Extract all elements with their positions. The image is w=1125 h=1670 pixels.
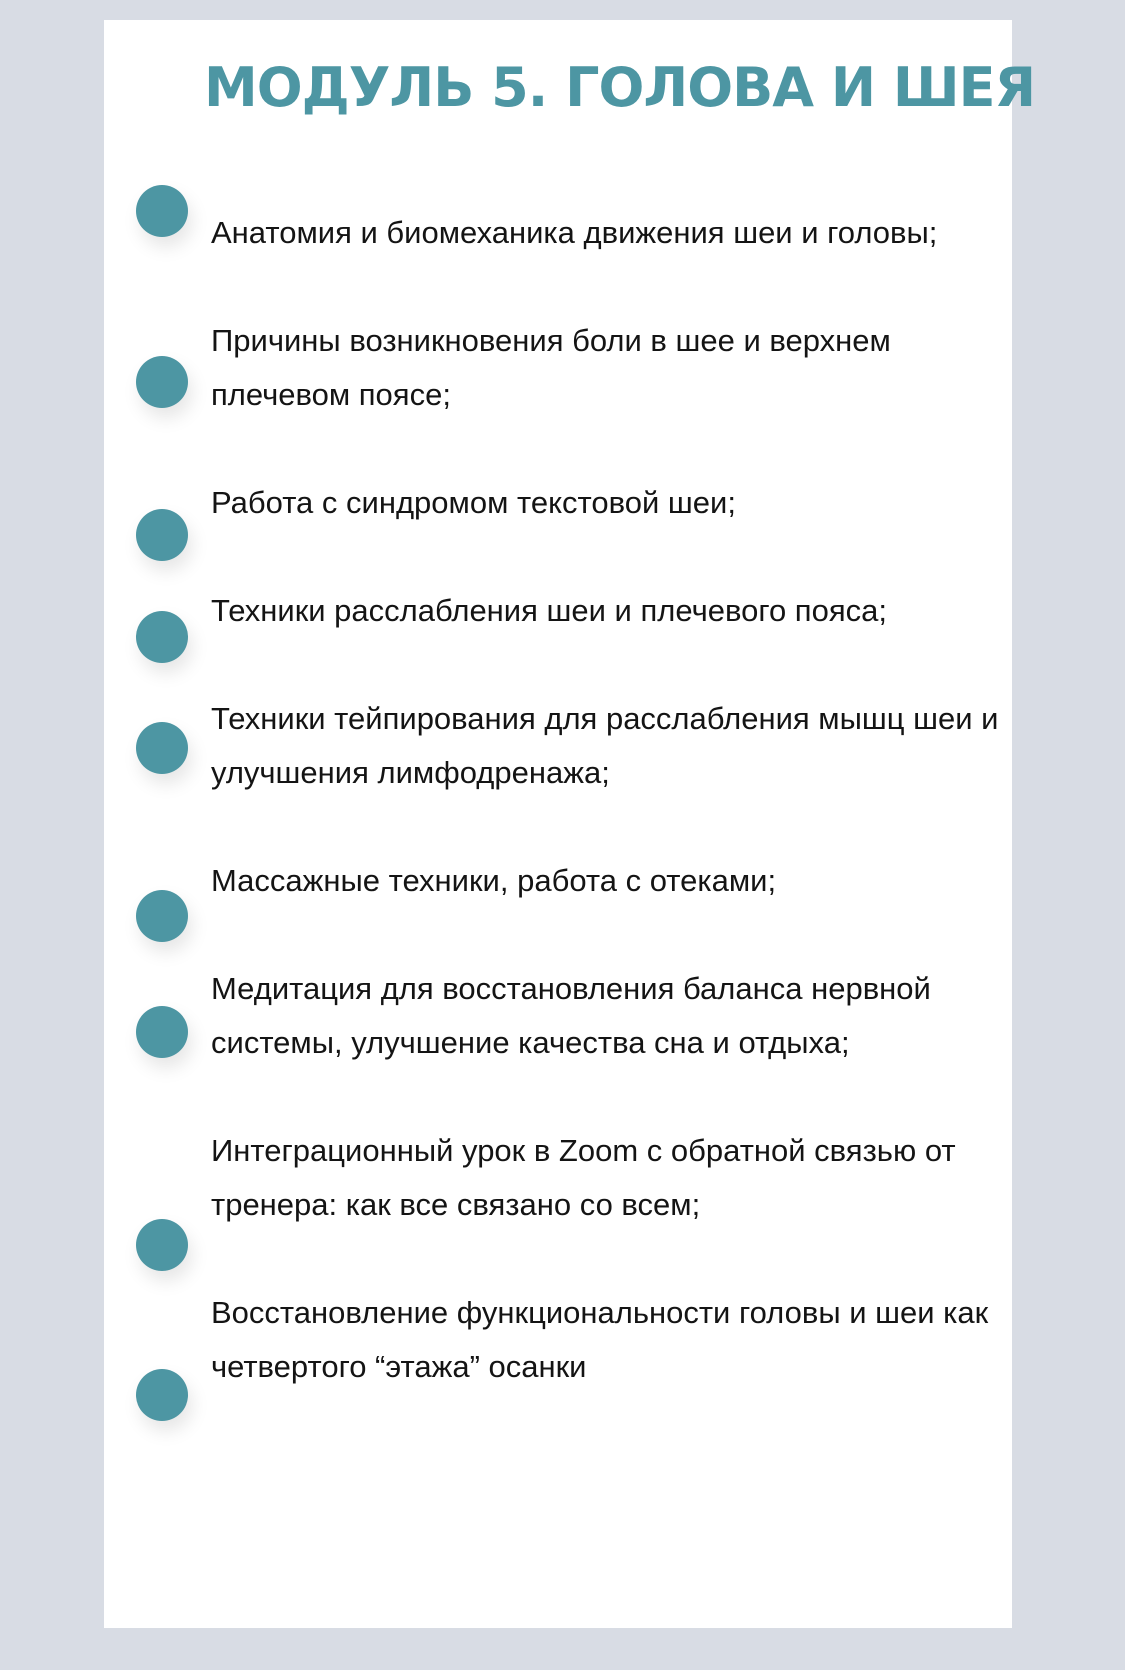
- list-item-text: Восстановление функциональности головы и шеи как четвертого “этажа” осанки: [211, 1295, 989, 1384]
- bullet-dot-icon: [136, 1219, 188, 1271]
- module-title: МОДУЛЬ 5. ГОЛОВА И ШЕЯ: [204, 56, 1036, 119]
- bullet-dot-icon: [136, 1369, 188, 1421]
- bullet-dot-icon: [136, 611, 188, 663]
- list-item-text: Техники расслабления шеи и плечевого пояса;: [211, 593, 887, 628]
- list-item-text: Массажные техники, работа с отеками;: [211, 863, 777, 898]
- list-item-text: Причины возникновения боли в шее и верхнем плечевом поясе;: [211, 323, 891, 412]
- bullet-dot-icon: [136, 356, 188, 408]
- bullet-dot-icon: [136, 509, 188, 561]
- list-item-text: Техники тейпирования для расслабления мышц шеи и улучшения лимфодренажа;: [211, 701, 999, 790]
- bullet-dot-icon: [136, 185, 188, 237]
- list-item-text: Анатомия и биомеханика движения шеи и головы;: [211, 215, 938, 250]
- module-card: [104, 20, 1036, 1628]
- bullet-dot-icon: [136, 890, 188, 942]
- bullet-dot-icon: [136, 722, 188, 774]
- bullet-dot-icon: [136, 1006, 188, 1058]
- list-item-text: Интеграционный урок в Zoom с обратной связью от тренера: как все связано со всем;: [211, 1133, 956, 1222]
- list-item-text: Медитация для восстановления баланса нервной системы, улучшение качества сна и отдыха;: [211, 971, 931, 1060]
- list-item-text: Работа с синдромом текстовой шеи;: [211, 485, 736, 520]
